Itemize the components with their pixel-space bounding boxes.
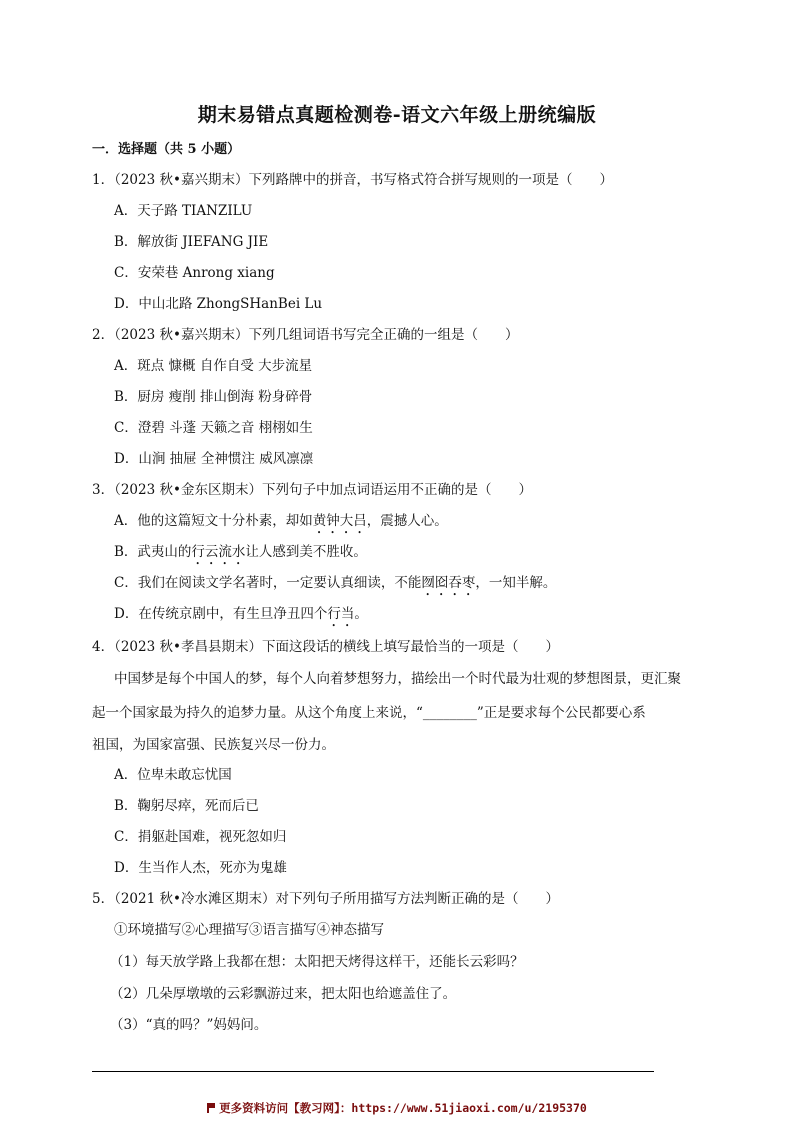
question-4-option-c[interactable]: C．捐躯赴国难，视死忽如归	[114, 829, 287, 845]
question-5-item-2: （2）几朵厚墩墩的云彩飘游过来，把太阳也给遮盖住了。	[110, 986, 457, 1002]
question-5-item-3: （3）“真的吗？”妈妈问。	[110, 1017, 268, 1033]
section-heading: 一．选择题（共 5 小题）	[92, 142, 241, 157]
question-3-option-c[interactable]: C．我们在阅读文学名著时，一定要认真细读，不能囫囵吞枣，一知半解。	[114, 575, 557, 591]
question-4-option-b[interactable]: B．鞠躬尽瘁，死而后已	[114, 798, 259, 814]
question-4-option-a[interactable]: A．位卑未敢忘忧国	[114, 767, 232, 783]
dotted-phrase: 黄钟大吕	[312, 513, 367, 529]
footer-link[interactable]	[0, 1100, 794, 1116]
question-2-option-a[interactable]: A．斑点 慷概 自作自受 大步流星	[114, 358, 313, 374]
question-3-stem: 3．（2023 秋•金东区期末）下列句子中加点词语运用不正确的是（ ）	[92, 482, 532, 498]
page-title: 期末易错点真题检测卷-语文六年级上册统编版	[197, 104, 597, 126]
question-1-option-c[interactable]: C．安荣巷 Anrong xiang	[114, 265, 275, 281]
question-1-option-d[interactable]: D．中山北路 ZhongSHanBei Lu	[114, 296, 323, 312]
footer-text: 更多资料访问【教习网】：https://www.51jiaoxi.com/u/2195370	[219, 1101, 587, 1115]
dotted-phrase: 囫囵吞枣	[421, 575, 476, 591]
question-4-passage-line: 祖国，为国家富强、民族复兴尽一份力。	[92, 737, 335, 753]
question-2-option-b[interactable]: B．厨房 瘦削 排山倒海 粉身碎骨	[114, 389, 313, 405]
question-2-stem: 2．（2023 秋•嘉兴期末）下列几组词语书写完全正确的一组是（ ）	[92, 327, 519, 343]
question-2-option-d[interactable]: D．山涧 抽屉 全神惯注 威风凛凛	[114, 451, 314, 467]
question-5-item-1: （1）每天放学路上我都在想：太阳把天烤得这样干，还能长云彩吗？	[110, 954, 524, 970]
question-1-stem: 1．（2023 秋•嘉兴期末）下列路牌中的拼音，书写格式符合拼写规则的一项是（ ）	[92, 172, 613, 188]
question-1-option-a[interactable]: A．天子路 TIANZILU	[114, 203, 253, 219]
flag-icon	[207, 1103, 215, 1113]
question-3-option-b[interactable]: B．武夷山的行云流水让人感到美不胜收。	[114, 544, 367, 560]
question-1-option-b[interactable]: B．解放街 JIEFANG JIE	[114, 234, 269, 250]
question-3-option-d[interactable]: D．在传统京剧中，有生旦净丑四个行当。	[114, 606, 368, 622]
dotted-phrase: 行当	[327, 606, 355, 622]
question-4-stem: 4．（2023 秋•孝昌县期末）下面这段话的横线上填写最恰当的一项是（ ）	[92, 639, 559, 655]
question-4-passage-line: 起一个国家最为持久的追梦力量。从这个角度上来说，“________”正是要求每个公民都要心系	[92, 705, 646, 721]
question-5-stem: 5．（2021 秋•冷水滩区期末）对下列句子所用描写方法判断正确的是（ ）	[92, 891, 559, 907]
dotted-phrase: 行云流水	[191, 544, 246, 560]
question-4-passage-line: 中国梦是每个中国人的梦，每个人向着梦想努力，描绘出一个时代最为壮观的梦想图景，更汇聚	[114, 671, 681, 687]
footer-divider	[92, 1071, 654, 1072]
question-5-choices: ①环境描写②心理描写③语言描写④神态描写	[114, 922, 384, 938]
question-2-option-c[interactable]: C．澄碧 斗蓬 天籁之音 栩栩如生	[114, 420, 313, 436]
question-4-option-d[interactable]: D．生当作人杰，死亦为鬼雄	[114, 860, 287, 876]
question-3-option-a[interactable]: A．他的这篇短文十分朴素，却如黄钟大吕，震撼人心。	[114, 513, 448, 529]
